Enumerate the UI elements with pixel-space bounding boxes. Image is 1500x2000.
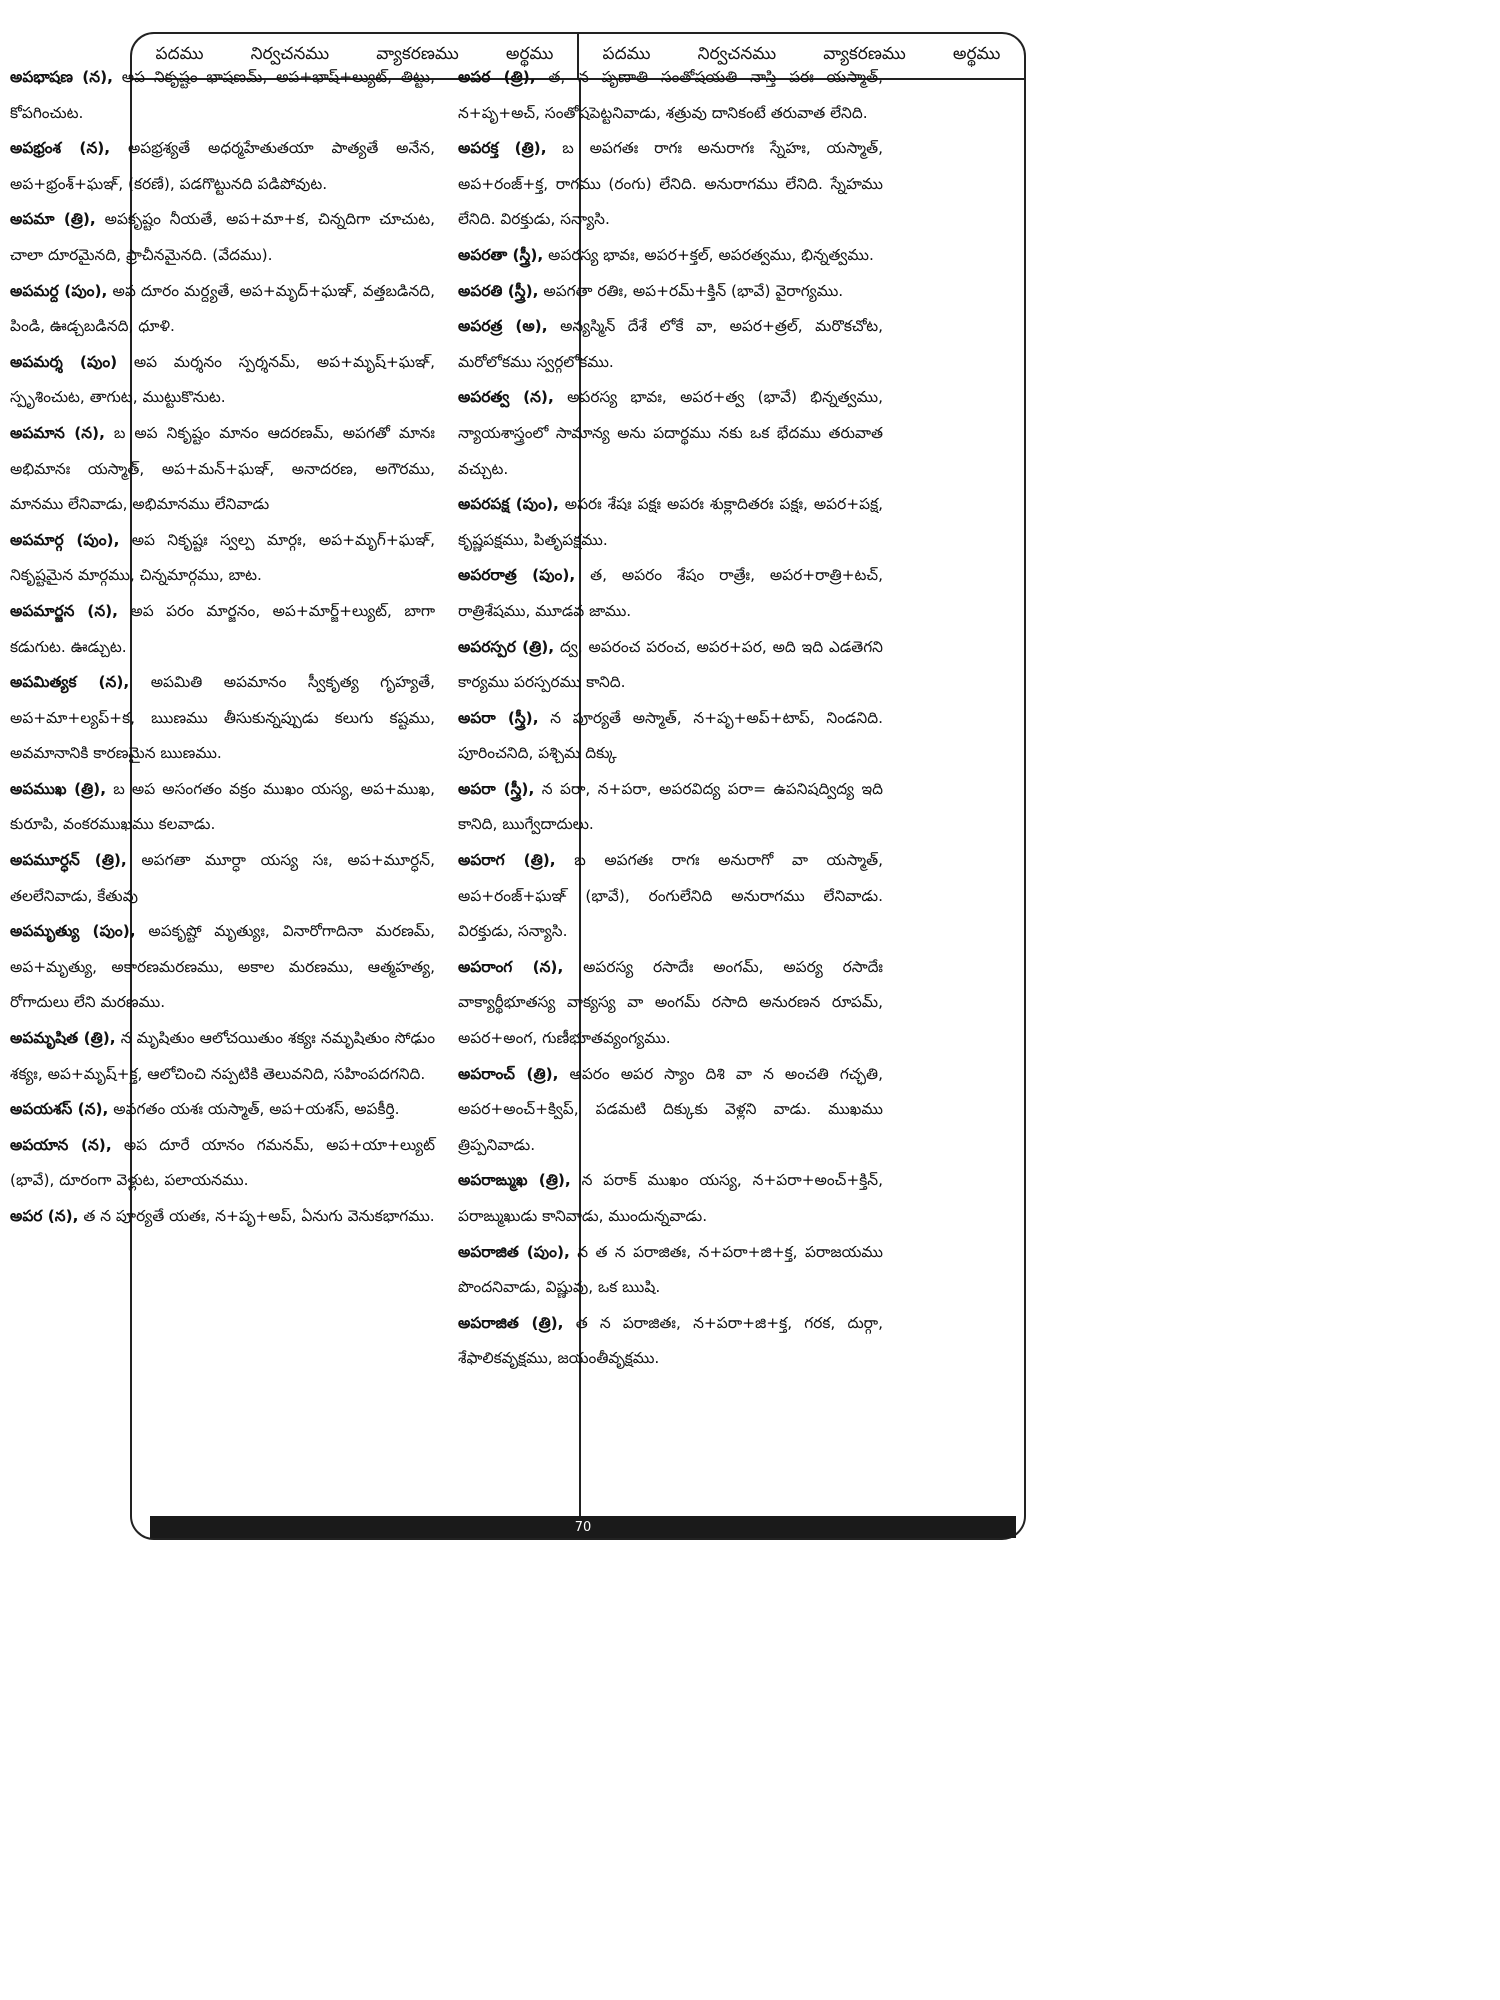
entry-term: అపమిత్యక (న), xyxy=(10,673,130,692)
entry-term: అపమృషిత (త్రి), xyxy=(10,1029,116,1048)
entry-definition: అపరః శేషః పక్షః అపరః శుక్లాదితరః పక్షః, అపర+పక్ష, కృష్ణపక్షము, పితృపక్షము. xyxy=(458,495,884,549)
dictionary-entry xyxy=(458,487,883,558)
entry-definition: అపరస్య భావః, అపర+క్తల్, అపరత్వము, భిన్నత్వము. xyxy=(543,245,874,264)
dictionary-entry xyxy=(458,701,883,772)
header-grammar: వ్యాకరణము xyxy=(376,44,459,64)
entry-definition: త న పరాజితః, న+పరా+జి+క్త, గరక, దుర్గా, శేఫాలికవృక్షము, జయంతీవృక్షము. xyxy=(458,1313,883,1368)
dictionary-entry xyxy=(458,1235,883,1306)
entry-definition: అపగతా మూర్ధా యస్య సః, అప+మూర్ధన్, తలలేనివాడు, కేతువు xyxy=(10,851,436,905)
dictionary-entry xyxy=(458,1163,883,1234)
dictionary-entry xyxy=(10,594,435,665)
dictionary-entry xyxy=(458,558,883,629)
entry-term: అపమార్జన (న), xyxy=(10,601,119,620)
entry-term: అపభ్రంశ (న), xyxy=(10,139,111,158)
dictionary-entry xyxy=(458,131,883,238)
dictionary-entry xyxy=(458,1057,883,1164)
entry-definition: అప మర్శనం స్పర్శనమ్, అప+మృష్+ఘఞ్, స్పృశించుట, తాగుట, ముట్టుకొనుట. xyxy=(10,352,435,407)
dictionary-entry xyxy=(458,843,883,950)
dictionary-entry xyxy=(458,238,883,274)
entry-term: అపరత్వ (న), xyxy=(458,388,554,407)
entry-term: అపయశస్ (న), xyxy=(10,1100,109,1119)
header-word: పదము xyxy=(602,44,651,64)
entry-definition: అపమితి అపమానం స్వీకృత్య గృహ్యతే, అప+మా+ల్యప్+క, ఋణము తీసుకున్నప్పుడు కలుగు కష్టము, అవమానానికి కారణమైన ఋణము. xyxy=(10,673,435,763)
header-definition: నిర్వచనము xyxy=(697,44,777,64)
entry-term: అపరాంగ (న), xyxy=(458,957,564,976)
dictionary-entry xyxy=(458,630,883,701)
dictionary-entry xyxy=(10,914,435,1021)
entry-definition: బ అపగతః రాగః అనురాగః స్నేహః, యస్మాత్, అప+రంజ్+క్త, రాగము (రంగు) లేనిది. అనురాగము లేనిది. స్నేహము లేనిది. విరక్తుడు, సన్యాసి. xyxy=(458,139,883,229)
entry-definition: అపరస్య రసాదేః అంగమ్, అపర్య రసాదేః వాక్యార్థీభూతస్య వాక్యస్య వా అంగమ్ రసాది అనురణన రూపమ్, అపర+అంగ, గుణీభూతవ్యంగ్యము. xyxy=(458,957,883,1048)
entry-term: అపరస్పర (త్రి), xyxy=(458,637,555,656)
entry-definition: అపకృష్టో మృత్యుః, వినారోగాదినా మరణమ్, అప+మృత్యు, అకారణమరణము, అకాల మరణము, ఆత్మహత్య, రోగాదులు లేని మరణము. xyxy=(10,922,435,1012)
entry-definition: బ అప నికృష్టం మానం ఆదరణమ్, అపగతో మానః అభిమానః యస్మాత్, అప+మన్+ఘఞ్, అనాదరణ, అగౌరము, మానము లేనివాడు, అభిమానము లేనివాడు xyxy=(10,423,435,514)
entry-term: అపరాఙ్ముఖ (త్రి), xyxy=(458,1171,571,1190)
left-column xyxy=(10,60,435,1235)
entry-definition: త, అపరం శేషం రాత్రేః, అపర+రాత్రి+టచ్, రాత్రిశేషము, మూడవ జాము. xyxy=(458,566,883,620)
header-meaning: అర్థము xyxy=(505,44,554,64)
entry-term: అపమూర్ధన్ (త్రి), xyxy=(10,851,127,870)
dictionary-entry xyxy=(10,345,435,416)
right-column xyxy=(458,60,883,1377)
entry-term: అపరాజిత (త్రి), xyxy=(458,1313,564,1332)
dictionary-entry xyxy=(458,950,883,1057)
entry-term: అపముఖ (త్రి), xyxy=(10,779,107,798)
entry-definition: అపగతా రతిః, అప+రమ్+క్తిన్ (భావే) వైరాగ్యము. xyxy=(538,281,844,300)
dictionary-entry xyxy=(458,1306,883,1377)
dictionary-entry xyxy=(10,274,435,345)
entry-term: అపరత్ర (అ), xyxy=(458,317,548,336)
dictionary-entry xyxy=(10,1021,435,1092)
entry-term: అపరా (స్త్రీ), xyxy=(458,708,539,727)
dictionary-entry xyxy=(10,665,435,772)
entry-term: అపమా (త్రి), xyxy=(10,210,96,229)
dictionary-entry xyxy=(10,1128,435,1199)
entry-term: అపమృత్యు (పుం), xyxy=(10,922,136,941)
entry-term: అపరాంచ్ (త్రి), xyxy=(458,1064,559,1083)
entry-term: అపరాగ (త్రి), xyxy=(458,851,556,870)
entry-definition: అన్యస్మిన్ దేశే లోకే వా, అపర+త్రల్, మరొకచోట, మరోలోకము స్వర్గలోకము. xyxy=(458,317,883,371)
entry-term: అపరాజిత (పుం), xyxy=(458,1242,570,1261)
entry-definition: బ అపగతః రాగః అనురాగో వా యస్మాత్, అప+రంజ్+ఘఞ్ (భావే), రంగులేనిది అనురాగము లేనివాడు. విరక్తుడు, సన్యాసి. xyxy=(458,851,883,941)
header-grammar: వ్యాకరణము xyxy=(823,44,906,64)
entry-definition: అపభ్రశ్యతే అధర్మహేతుతయా పాత్యతే అనేన, అప+భ్రంశ్+ఘఞ్, (కరణే), పడగొట్టునది పడిపోవుట. xyxy=(10,139,435,193)
entry-term: అపరతా (స్త్రీ), xyxy=(458,245,544,264)
dictionary-entry xyxy=(10,202,435,273)
entry-definition: అప దూరే యానం గమనమ్, అప+యా+ల్యుట్ (భావే), దూరంగా వెళ్లుట, పలాయనము. xyxy=(10,1135,435,1190)
header-meaning: అర్థము xyxy=(952,44,1001,64)
entry-definition: అప దూరం మర్ద్యతే, అప+మృద్+ఘఞ్, వత్తబడినది, పిండి, ఊడ్చబడినది, ధూళి. xyxy=(10,281,436,336)
dictionary-entry xyxy=(458,772,883,843)
entry-definition: అపకృష్టం నీయతే, అప+మా+క, చిన్నదిగా చూచుట, చాలా దూరమైనది, ప్రాచీనమైనది. (వేదము). xyxy=(10,210,435,264)
dictionary-entry xyxy=(458,309,883,380)
dictionary-entry xyxy=(458,380,883,487)
entry-definition: న మృషితుం ఆలోచయితుం శక్యః నమృషితుం సోఢుం శక్యః, అప+మృష్+క్త, ఆలోచించి నప్పటికి తెలువనిది, సహింపదగనిది. xyxy=(10,1029,435,1083)
entry-definition: అప నికృష్టః స్వల్ప మార్గః, అప+మృగ్+ఘఞ్, నికృష్టమైన మార్గము, చిన్నమార్గము, బాట. xyxy=(10,530,435,585)
entry-term: అపరక్త (త్రి), xyxy=(458,139,547,158)
entry-definition: అపరస్య భావః, అపర+త్వ (భావే) భిన్నత్వము, న్యాయశాస్త్రంలో సామాన్య అను పదార్థము నకు ఒక భేదము తరువాత వచ్చుట. xyxy=(458,388,883,478)
entry-term: అపమాన (న), xyxy=(10,423,105,442)
entry-definition: త, న పృణాతి సంతోషయతి నాస్తి పరః యస్మాత్, న+పృ+అచ్, సంతోషపెట్టనివాడు, శత్రువు దానికంటే తరువాత లేనిది. xyxy=(458,68,883,122)
entry-definition: అపగతం యశః యస్మాత్, అప+యశస్, అపకీర్తి. xyxy=(108,1100,400,1119)
entry-definition: ద్వ, అపరంచ పరంచ, అపర+పర, అది ఇది ఎడతెగని కార్యము పరస్పరము కానిది. xyxy=(458,637,883,692)
entry-definition: న త న పరాజితః, న+పరా+జి+క్త, పరాజయము పొందనివాడు, విష్ణువు, ఒక ఋషి. xyxy=(458,1242,883,1297)
entry-definition: న పరా, న+పరా, అపరవిద్య పరా= ఉపనిషద్విద్య ఇది కానిది, ఋగ్వేదాదులు. xyxy=(458,779,883,834)
dictionary-entry xyxy=(10,1092,435,1128)
entry-term: అపభాషణ (న), xyxy=(10,68,113,86)
entry-term: అపరపక్ష (పుం), xyxy=(458,495,559,514)
entry-definition: న పూర్యతే అస్మాత్, న+పృ+అప్+టాప్, నిండనిది. పూరించనిది, పశ్చిమ దిక్కు xyxy=(458,708,883,763)
dictionary-entry xyxy=(458,60,883,131)
entry-definition: అప నికృష్టం భాషణమ్, అప+భాష్+ల్యుట్, తిట్టు, కోపగించుట. xyxy=(10,68,436,122)
entry-term: అపమార్గ (పుం), xyxy=(10,530,120,549)
entry-definition: బ అప అసంగతం వక్రం ముఖం యస్య, అప+ముఖ, కురూపి, వంకరముఖము కలవాడు. xyxy=(10,779,435,834)
entry-term: అపమర్శ (పుం) xyxy=(10,352,118,371)
entry-term: అపమర్ద (పుం), xyxy=(10,281,108,300)
dictionary-entry xyxy=(10,416,435,523)
dictionary-entry xyxy=(10,131,435,202)
dictionary-entry xyxy=(10,772,435,843)
entry-definition: న పరాక్ ముఖం యస్య, న+పరా+అంచ్+క్తిన్, పరాఙ్ముఖుడు కానివాడు, ముందున్నవాడు. xyxy=(458,1171,883,1225)
entry-term: అపర (న), xyxy=(10,1207,79,1225)
footer-bar xyxy=(150,1516,1016,1538)
dictionary-entry xyxy=(10,1199,435,1235)
dictionary-entry xyxy=(10,843,435,914)
entry-definition: త న పూర్యతే యతః, న+పృ+అప్, ఏనుగు వెనుకభాగము. xyxy=(78,1207,435,1225)
dictionary-entry xyxy=(10,60,435,131)
entry-definition: అప పరం మార్జనం, అప+మార్జ్+ల్యుట్, బాగా కడుగుట. ఊడ్చుట. xyxy=(10,601,435,656)
entry-term: అపరతి (స్త్రీ), xyxy=(458,281,539,300)
entry-term: అపరరాత్ర (పుం), xyxy=(458,566,576,585)
entry-term: అపరా (స్త్రీ), xyxy=(458,779,535,798)
entry-definition: అపరం అపర స్యాం దిశి వా న అంచతి గచ్ఛతి, అపర+అంచ్+క్విప్, పడమటి దిక్కుకు వెళ్లని వాడు. ముఖము త్రిప్పనివాడు. xyxy=(458,1064,883,1154)
entry-term: అపయాన (న), xyxy=(10,1135,112,1154)
entry-term: అపర (త్రి), xyxy=(458,68,536,86)
page-number: 70 xyxy=(574,1519,592,1535)
header-definition: నిర్వచనము xyxy=(250,44,330,64)
dictionary-entry xyxy=(458,274,883,310)
header-word: పదము xyxy=(155,44,204,64)
dictionary-entry xyxy=(10,523,435,594)
